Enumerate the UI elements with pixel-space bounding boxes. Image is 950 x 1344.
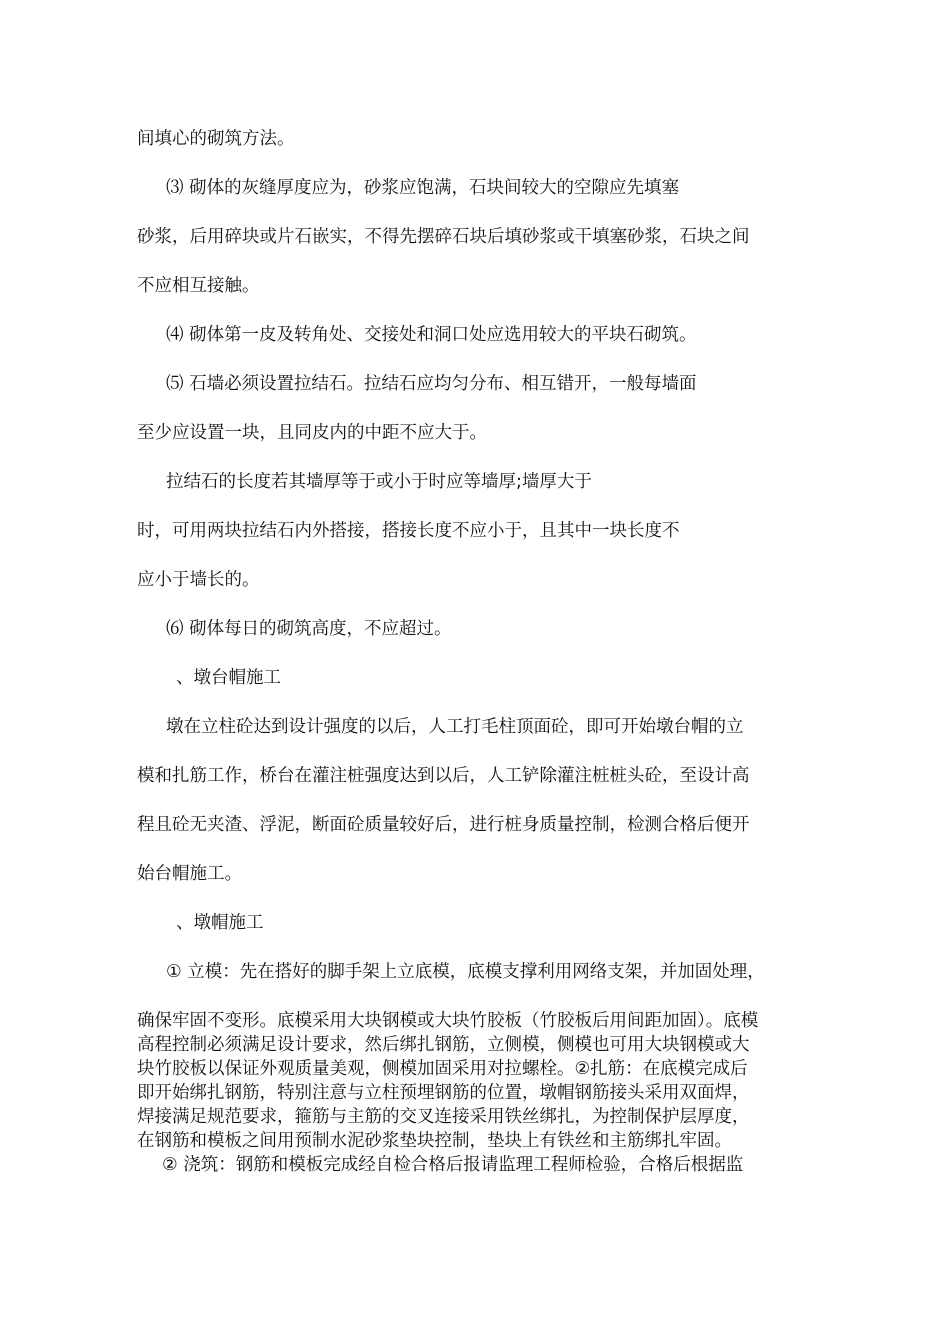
- text-line: ⑹ 砌体每日的砌筑高度，不应超过。: [166, 619, 452, 639]
- text-line: ② 浇筑：钢筋和模板完成经自检合格后报请监理工程师检验，合格后根据监: [162, 1155, 744, 1175]
- text-line: 即开始绑扎钢筋，特别注意与立柱预埋钢筋的位置，墩帽钢筋接头采用双面焊，: [137, 1083, 750, 1103]
- text-line: ⑶ 砌体的灰缝厚度应为，砂浆应饱满，石块间较大的空隙应先填塞: [166, 178, 680, 198]
- text-line: 应小于墙长的。: [137, 570, 260, 590]
- text-line: ⑷ 砌体第一皮及转角处、交接处和洞口处应选用较大的平块石砌筑。: [166, 325, 697, 345]
- text-line: 在钢筋和模板之间用预制水泥砂浆垫块控制，垫块上有铁丝和主筋绑扎牢固。: [137, 1131, 732, 1151]
- text-line: ① 立模：先在搭好的脚手架上立底模，底模支撑利用网络支架，并加固处理，: [166, 962, 765, 982]
- text-line: 块竹胶板以保证外观质量美观，侧模加固采用对拉螺栓。②扎筋：在底模完成后: [137, 1059, 748, 1079]
- text-line: 拉结石的长度若其墙厚等于或小于时应等墙厚;墙厚大于: [166, 472, 592, 492]
- text-line: 始台帽施工。: [137, 864, 242, 884]
- text-line: 不应相互接触。: [137, 276, 260, 296]
- text-line: 时，可用两块拉结石内外搭接，搭接长度不应小于，且其中一块长度不: [137, 521, 680, 541]
- dense-paragraph: [137, 1009, 817, 1177]
- text-line: 高程控制必须满足设计要求，然后绑扎钢筋，立侧模，侧模也可用大块钢模或大: [137, 1035, 750, 1055]
- text-line: ⑸ 石墙必须设置拉结石。拉结石应均匀分布、相互错开，一般每墙面: [166, 374, 697, 394]
- text-line: 模和扎筋工作，桥台在灌注桩强度达到以后，人工铲除灌注桩桩头砼，至设计高: [137, 766, 750, 786]
- text-line: 砂浆，后用碎块或片石嵌实，不得先摆碎石块后填砂浆或干填塞砂浆，石块之间: [137, 227, 750, 247]
- section-heading: 、墩帽施工: [176, 913, 264, 933]
- text-line: 间填心的砌筑方法。: [137, 129, 295, 149]
- text-line: 焊接满足规范要求，箍筋与主筋的交叉连接采用铁丝绑扎，为控制保护层厚度，: [137, 1107, 750, 1127]
- text-line: 墩在立柱砼达到设计强度的以后，人工打毛柱顶面砼，即可开始墩台帽的立: [166, 717, 744, 737]
- text-line: 程且砼无夹渣、浮泥，断面砼质量较好后，进行桩身质量控制，检测合格后便开: [137, 815, 750, 835]
- text-line: 确保牢固不变形。底模采用大块钢模或大块竹胶板（竹胶板后用间距加固）。底模: [137, 1011, 759, 1031]
- text-line: 至少应设置一块，且同皮内的中距不应大于。: [137, 423, 487, 443]
- section-heading: 、墩台帽施工: [176, 668, 281, 688]
